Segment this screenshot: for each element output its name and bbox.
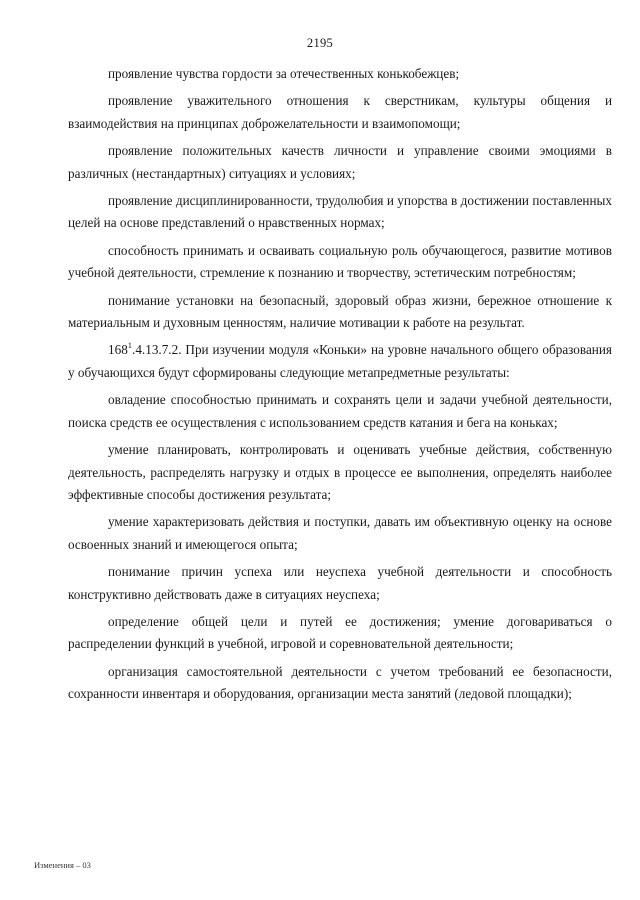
section-number-superscript: 1 — [127, 340, 133, 351]
paragraph: проявление уважительного отношения к сверстникам, культуры общения и взаимодействия на принципах доброжелательности и взаимопомощи; — [68, 93, 612, 131]
result-item: определение общей цели и путей ее достижения; умение договариваться о распределении функций в учебной, игровой и соревновательной деятельности; — [68, 613, 612, 652]
paragraph: способность принимать и осваивать социальную роль обучающегося, развитие мотивов учебной деятельности, стремление к познанию и творчеству, эстетическим потребностям; — [68, 242, 612, 281]
section-heading-text: При изучении модуля «Коньки» на уровне начального общего образования у обучающихся будут сформированы следующие метапредметные результаты: — [68, 342, 612, 380]
paragraph: проявление дисциплинированности, трудолюбия и упорства в достижении поставленных целей на основе представлений о нравственных нормах; — [68, 193, 612, 231]
section-number-main: 168 — [108, 342, 128, 358]
result-item: организация самостоятельной деятельности с учетом требований ее безопасности, сохранности инвентаря и оборудования, организации места занятий (ледовой площадки); — [68, 663, 612, 702]
paragraph: проявление положительных качеств личности и управление своими эмоциями в различных (нестандартных) ситуациях и условиях; — [68, 143, 612, 181]
result-item: овладение способностью принимать и сохранять цели и задачи учебной деятельности, поиска средств ее осуществления с использованием средств катания и бега на коньках; — [68, 392, 612, 430]
page-number: 2195 — [306, 36, 334, 50]
section-heading — [68, 339, 612, 384]
section-number-rest: .4.13.7.2. — [132, 342, 182, 358]
paragraph: понимание установки на безопасный, здоровый образ жизни, бережное отношение к материальным и духовным ценностям, наличие мотивации к работе на результат. — [68, 292, 612, 331]
result-item: умение планировать, контролировать и оценивать учебные действия, собственную деятельность, распределять нагрузку и отдых в процессе ее выполнения, определять наиболее эффективные способы достижения результата; — [68, 442, 612, 502]
footer-revision: Изменения – 03 — [34, 860, 91, 870]
document-body — [68, 63, 612, 711]
result-item: понимание причин успеха или неуспеха учебной деятельности и способность конструктивно действовать даже в ситуациях неуспеха; — [68, 564, 612, 602]
paragraph: проявление чувства гордости за отечественных конькобежцев; — [108, 66, 460, 81]
result-item: умение характеризовать действия и поступки, давать им объективную оценку на основе освоенных знаний и имеющегося опыта; — [68, 514, 612, 552]
